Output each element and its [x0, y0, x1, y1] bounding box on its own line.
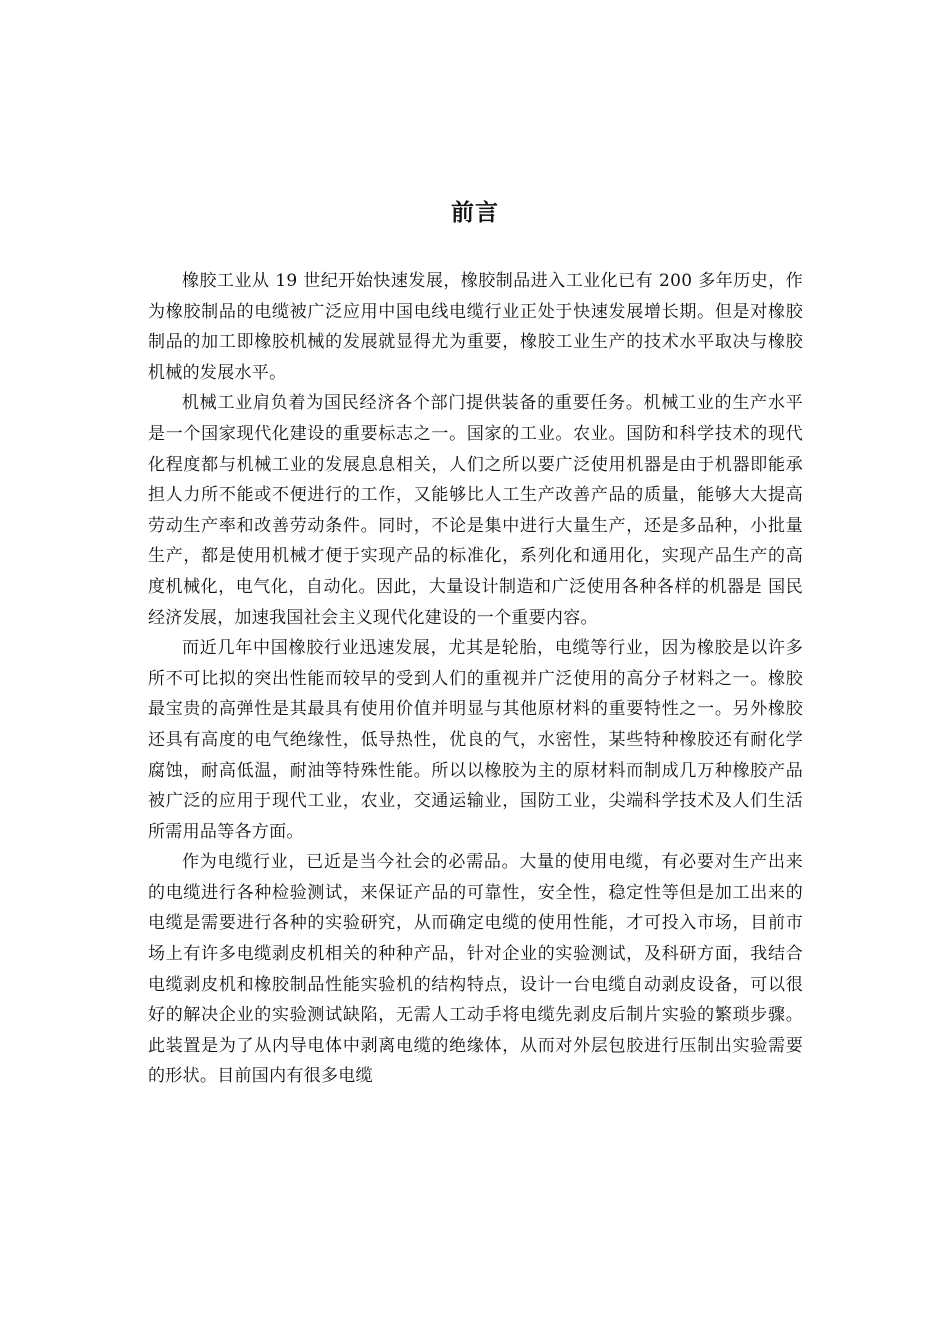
paragraph-machinery-industry: 机械工业肩负着为国民经济各个部门提供装备的重要任务。机械工业的生产水平是一个国家现代化建设的重要标志之一。国家的工业。农业。国防和科学技术的现代化程度都与机械工业的发展息息相关，人们之所以要广泛使用机器是由于机器即能承担人力所不能或不便进行的工作，又能够比人工生产改善产品的质量，能够大大提高劳动生产率和改善劳动条件。同时，不论是集中进行大量生产，还是多品种，小批量生产，都是使用机械才便于实现产品的标准化，系列化和通用化，实现产品生产的高度机械化，电气化，自动化。因此，大量设计制造和广泛使用各种各样的机器是 国民经济发展，加速我国社会主义现代化建设的一个重要内容。 — [148, 393, 803, 628]
page-title: 前言 — [451, 200, 499, 226]
paragraph-rubber-industry: 橡胶工业从 19 世纪开始快速发展，橡胶制品进入工业化已有 200 多年历史，作为橡胶制品的电缆被广泛应用中国电线电缆行业正处于快速发展增长期。但是对橡胶制品的加工即橡胶机械的发展就显得尤为重要，橡胶工业生产的技术水平取决与橡胶机械的发展水平。 — [148, 271, 803, 383]
document-body — [148, 266, 803, 1092]
paragraph-rubber-properties: 而近几年中国橡胶行业迅速发展，尤其是轮胎，电缆等行业，因为橡胶是以许多所不可比拟的突出性能而较早的受到人们的重视并广泛使用的高分子材料之一。橡胶最宝贵的高弹性是其最具有使用价值并明显与其他原材料的重要特性之一。另外橡胶还具有高度的电气绝缘性，低导热性，优良的气，水密性，某些特种橡胶还有耐化学腐蚀，耐高低温，耐油等特殊性能。所以以橡胶为主的原材料而制成几万种橡胶产品被广泛的应用于现代工业，农业，交通运输业，国防工业，尖端科学技术及人们生活所需用品等各方面。 — [148, 638, 803, 842]
paragraph-cable-stripping: 作为电缆行业，已近是当今社会的必需品。大量的使用电缆，有必要对生产出来的电缆进行各种检验测试，来保证产品的可靠性，安全性，稳定性等但是加工出来的电缆是需要进行各种的实验研究，从而确定电缆的使用性能，才可投入市场，目前市场上有许多电缆剥皮机相关的种种产品，针对企业的实验测试，及科研方面，我结合电缆剥皮机和橡胶制品性能实验机的结构特点，设计一台电缆自动剥皮设备，可以很好的解决企业的实验测试缺陷，无需人工动手将电缆先剥皮后制片实验的繁琐步骤。此装置是为了从内导电体中剥离电缆的绝缘体，从而对外层包胶进行压制出实验需要的形状。目前国内有很多电缆 — [148, 852, 803, 1087]
